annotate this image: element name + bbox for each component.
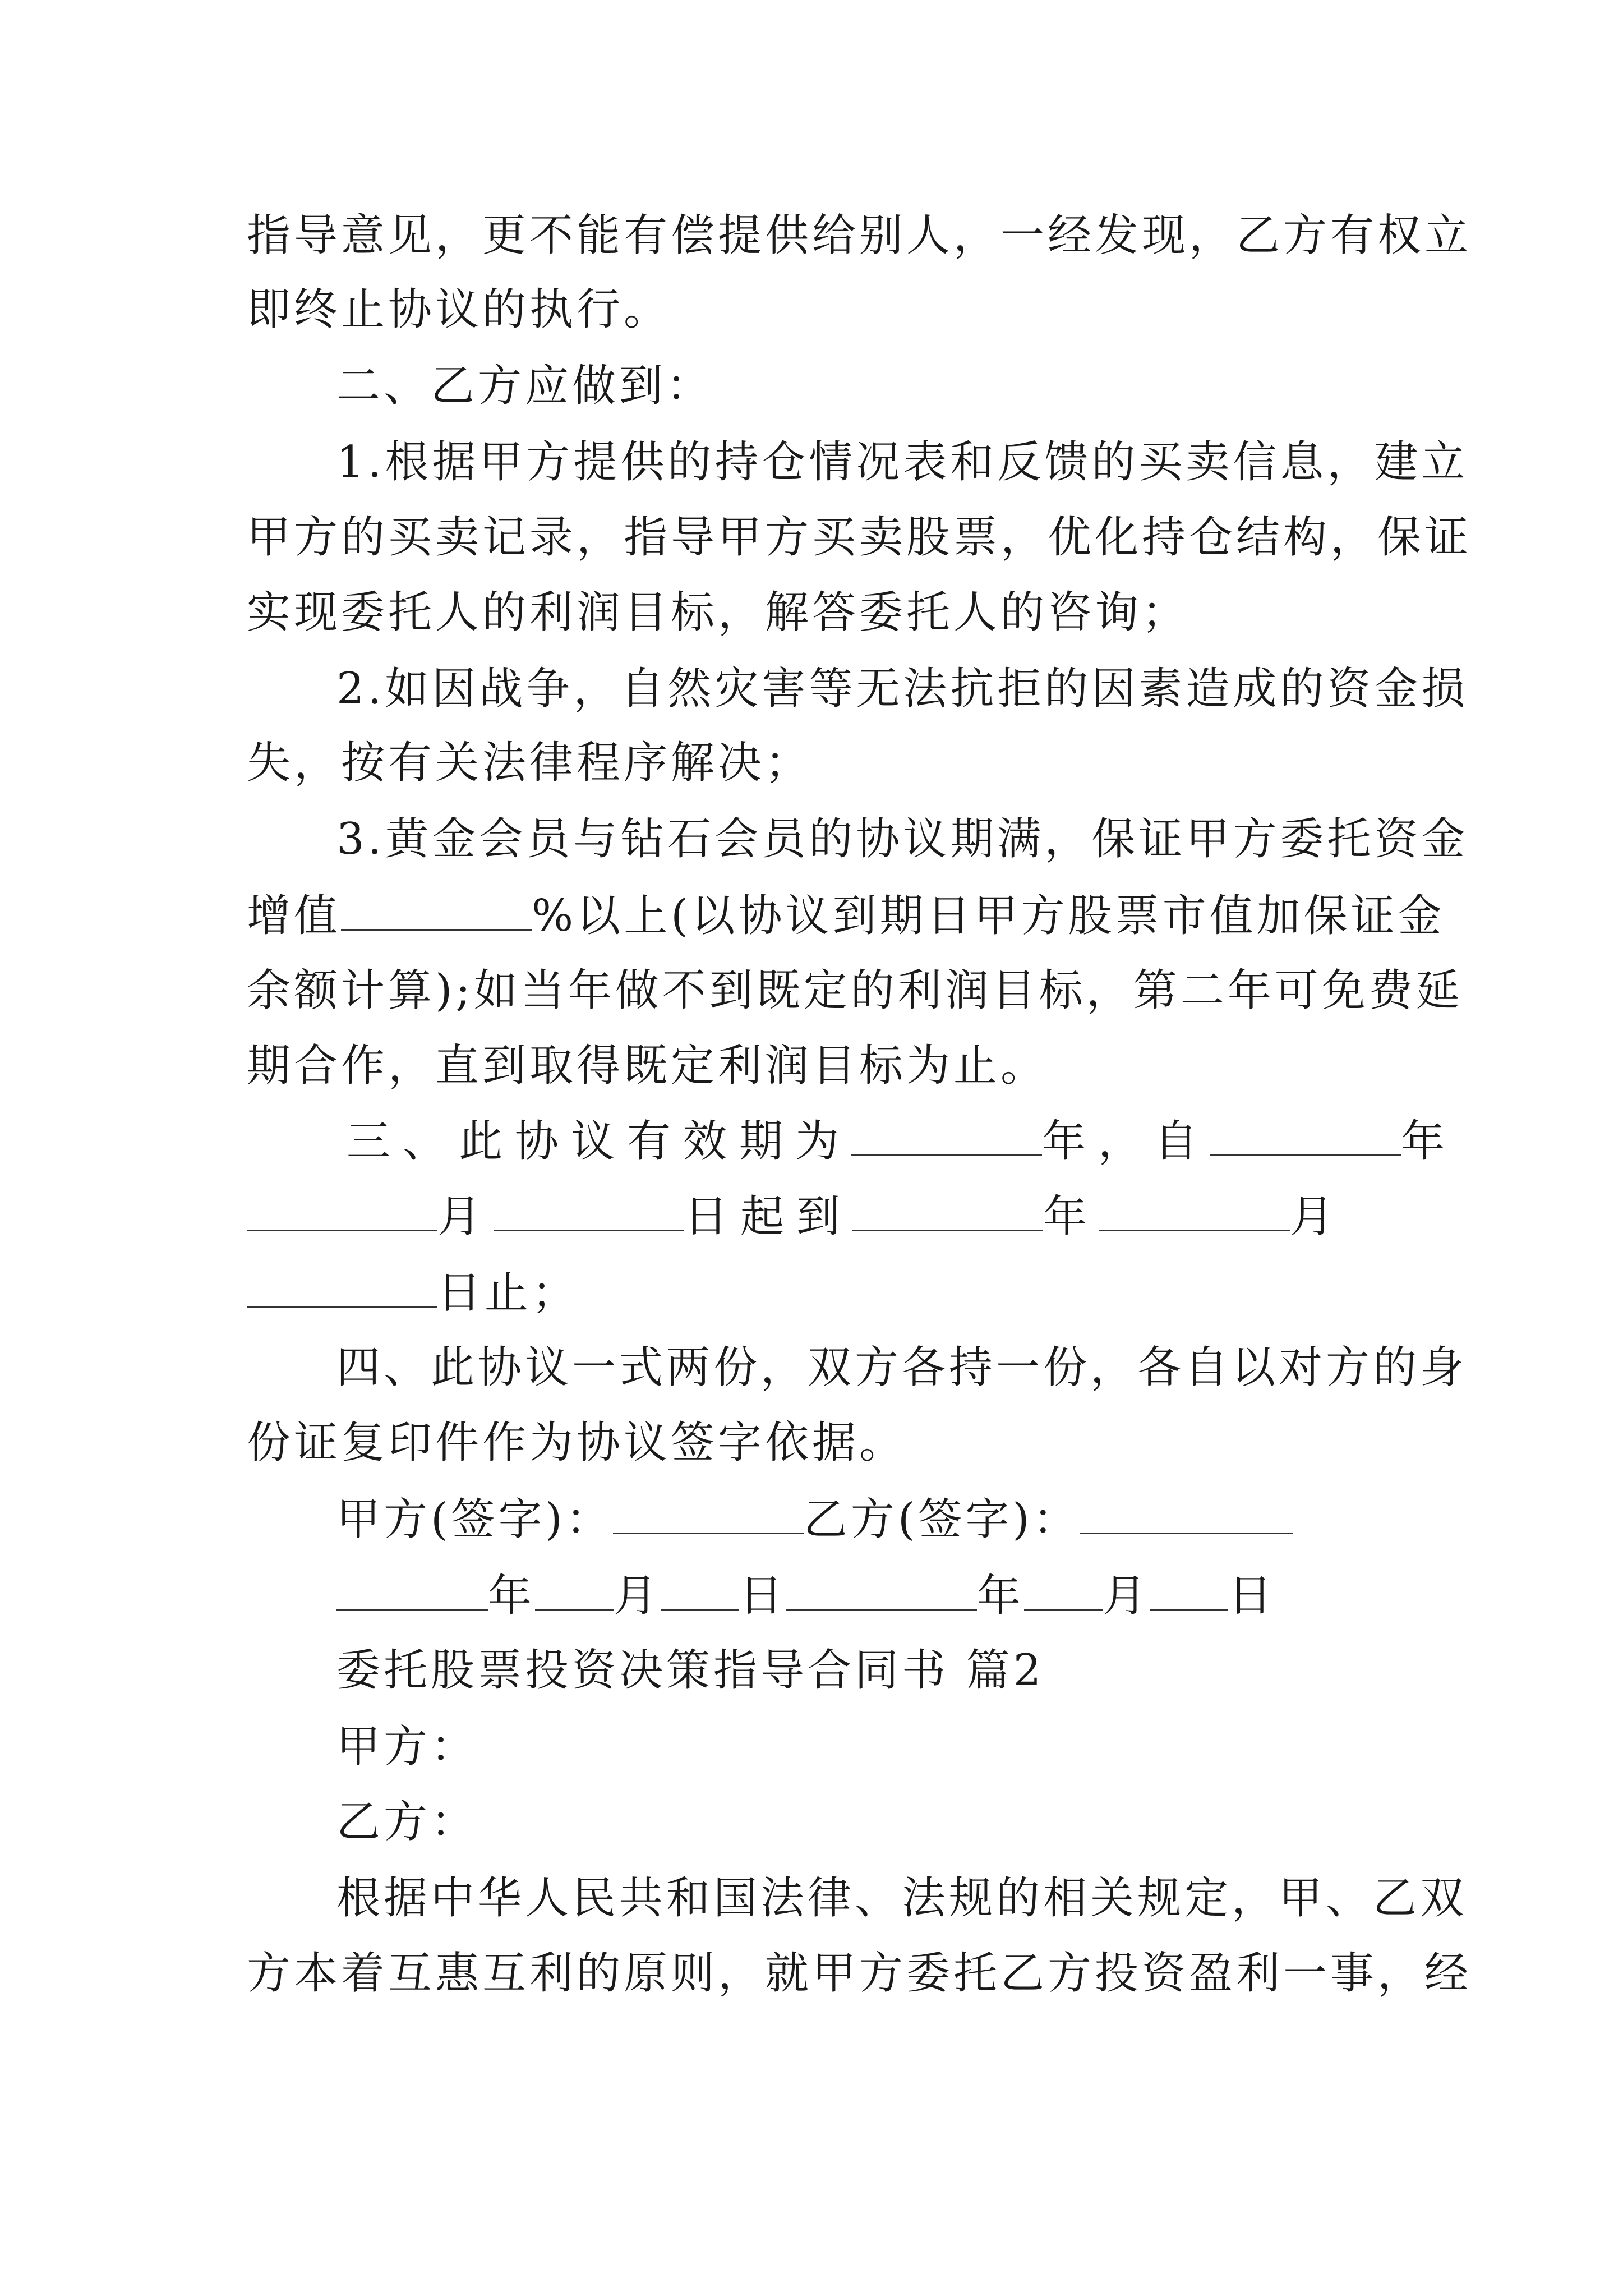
paragraph-line: 份证复印件作为协议签字依据。 (247, 1418, 907, 1468)
paragraph-line: 即终止协议的执行。 (247, 284, 671, 335)
end-day-blank[interactable] (247, 1266, 437, 1308)
end-year-label: 年 (1043, 1191, 1100, 1242)
paragraph-line: 甲方的买卖记录，指导甲方买卖股票，优化持仓结构，保证 (247, 512, 1472, 563)
party-b-signature-label: 乙方(签字)： (803, 1494, 1080, 1545)
start-year-blank[interactable] (1210, 1114, 1401, 1156)
section-heading: 二、乙方应做到： (336, 361, 714, 411)
party-a-month-label: 月 (614, 1571, 661, 1621)
paragraph-line: 2.如因战争，自然灾害等无法抗拒的因素造成的资金损 (336, 664, 1469, 714)
term-from-label: 自 (1154, 1116, 1211, 1167)
party-a-signature-label: 甲方(签字)： (336, 1494, 613, 1545)
end-month-blank[interactable] (1099, 1189, 1290, 1231)
term-prefix: 三、此协议有效期为 (347, 1116, 852, 1167)
party-b-year-blank[interactable] (786, 1568, 977, 1611)
party-a-label: 甲方： (336, 1722, 478, 1772)
party-b-day-blank[interactable] (1150, 1568, 1228, 1611)
paragraph-line: 指导意见，更不能有偿提供给别人，一经发现，乙方有权立 (247, 210, 1472, 261)
increase-suffix: %以上(以协议到期日甲方股票市值加保证金 (532, 891, 1445, 941)
party-b-signature-blank[interactable] (1080, 1492, 1293, 1534)
start-month-label: 月 (437, 1191, 494, 1242)
start-year-label: 年 (1401, 1116, 1458, 1167)
end-day-label: 日止； (437, 1268, 579, 1318)
paragraph-line: 余额计算);如当年做不到既定的利润目标，第二年可免费延 (247, 965, 1463, 1016)
term-line-3 (247, 1266, 579, 1320)
increase-prefix: 增值 (247, 891, 342, 941)
paragraph-line: 四、此协议一式两份，双方各持一份，各自以对方的身 (336, 1342, 1468, 1393)
signature-date-line (336, 1568, 1275, 1623)
paragraph-line: 实现委托人的利润目标，解答委托人的咨询； (247, 587, 1189, 638)
party-b-label: 乙方： (336, 1797, 478, 1847)
paragraph-line: 方本着互惠互利的原则，就甲方委托乙方投资盈利一事，经 (247, 1948, 1472, 1999)
term-year-label: 年， (1042, 1116, 1155, 1167)
party-a-month-blank[interactable] (535, 1568, 614, 1611)
term-line-1 (347, 1114, 1457, 1168)
term-years-blank[interactable] (851, 1114, 1042, 1156)
end-year-blank[interactable] (852, 1189, 1043, 1231)
party-a-year-blank[interactable] (336, 1568, 488, 1611)
party-b-month-label: 月 (1103, 1571, 1150, 1621)
start-day-label: 日起到 (684, 1191, 853, 1242)
party-b-month-blank[interactable] (1024, 1568, 1103, 1611)
party-a-year-label: 年 (488, 1571, 536, 1621)
paragraph-line: 3.黄金会员与钻石会员的协议期满，保证甲方委托资金 (336, 814, 1469, 864)
party-a-day-blank[interactable] (661, 1568, 739, 1611)
end-month-label: 月 (1290, 1191, 1347, 1242)
party-a-signature-blank[interactable] (613, 1492, 804, 1534)
paragraph-line: 期合作，直到取得既定利润目标为止。 (247, 1041, 1048, 1091)
paragraph-line: 失，按有关法律程序解决； (247, 738, 813, 788)
start-day-blank[interactable] (494, 1189, 684, 1231)
paragraph-line: 1.根据甲方提供的持仓情况表和反馈的买卖信息，建立 (336, 437, 1469, 487)
paragraph-line-with-blank (247, 889, 1445, 943)
signature-line (336, 1492, 1293, 1547)
start-month-blank[interactable] (247, 1189, 437, 1231)
paragraph-line: 根据中华人民共和国法律、法规的相关规定，甲、乙双 (336, 1873, 1468, 1924)
party-b-year-label: 年 (977, 1571, 1025, 1621)
percent-blank[interactable] (341, 889, 532, 931)
party-b-day-label: 日 (1228, 1571, 1276, 1621)
term-line-2 (247, 1189, 1346, 1244)
party-a-day-label: 日 (739, 1571, 787, 1621)
contract-title: 委托股票投资决策指导合同书 篇2 (336, 1645, 1045, 1696)
